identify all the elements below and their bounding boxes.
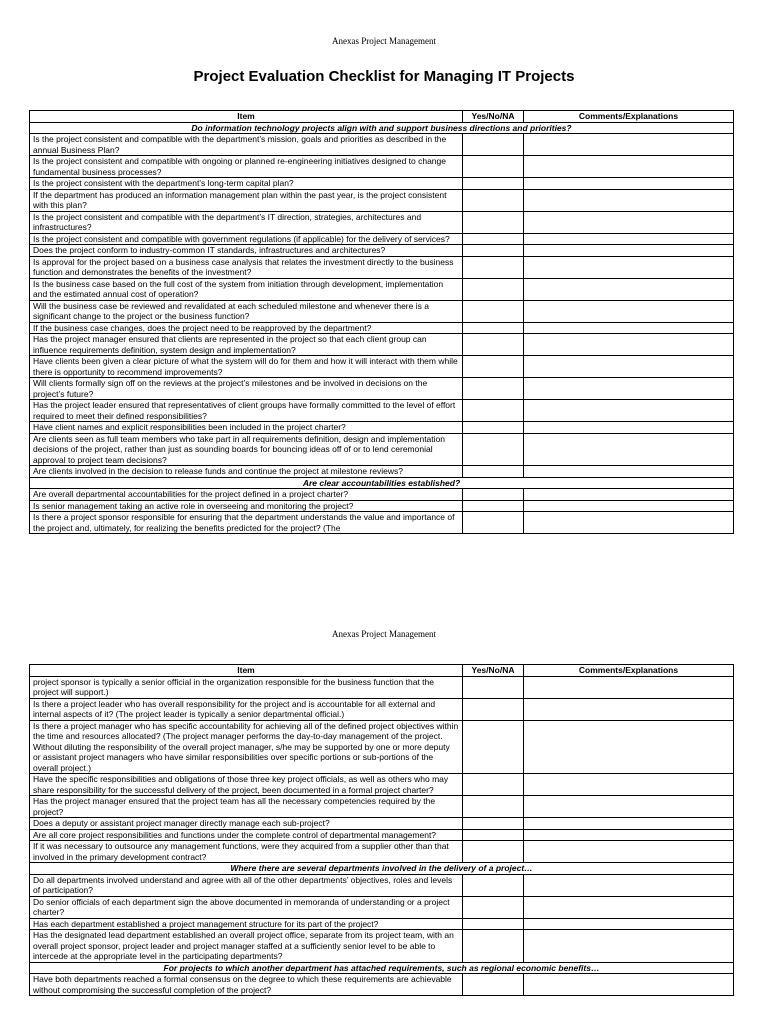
yes-no-na-cell[interactable] (463, 156, 524, 178)
running-header-page-2: Anexas Project Management (332, 629, 436, 639)
table-row (30, 512, 734, 534)
checklist-question: Has the project leader ensured that representatives of client groups have formally committed to the level of effort required to meet their defined responsibilities? (30, 400, 463, 422)
yes-no-na-cell[interactable] (463, 322, 524, 334)
table-row (30, 300, 734, 322)
table-row (30, 774, 734, 796)
checklist-question: Are clients seen as full team members who take part in all requirements definition, design and implementation decisions of the project, rather than just as sounding boards for bouncing ideas off of or to lend ceremonial approval to project team decisions? (30, 433, 463, 466)
comments-cell[interactable] (524, 278, 734, 300)
checklist-question: Do all departments involved understand and agree with all of the other departments’ objectives, roles and levels of participation? (30, 874, 463, 896)
comments-cell[interactable] (524, 874, 734, 896)
table-row (30, 466, 734, 478)
table-row (30, 918, 734, 930)
comments-cell[interactable] (524, 233, 734, 245)
section-heading: Are clear accountabilities established? (30, 477, 734, 489)
checklist-question: Has the designated lead department established an overall project office, separate from its project team, with an overall project sponsor, project leader and project manager staffed at a sufficiently senior level to be able to intercede at the appropriate level in the participating departments? (30, 930, 463, 963)
table-row (30, 334, 734, 356)
yes-no-na-cell[interactable] (463, 245, 524, 257)
table-row (30, 178, 734, 190)
yes-no-na-cell[interactable] (463, 796, 524, 818)
table-row (30, 489, 734, 501)
table-row (30, 211, 734, 233)
checklist-question: Have client names and explicit responsibilities been included in the project charter? (30, 422, 463, 434)
comments-cell[interactable] (524, 676, 734, 698)
comments-cell[interactable] (524, 256, 734, 278)
yes-no-na-cell[interactable] (463, 189, 524, 211)
checklist-question: project sponsor is typically a senior official in the organization responsible for the business function that the project will support.) (30, 676, 463, 698)
table-row (30, 829, 734, 841)
comments-cell[interactable] (524, 334, 734, 356)
table-row (30, 422, 734, 434)
comments-cell[interactable] (524, 829, 734, 841)
checklist-question: If the business case changes, does the project need to be reapproved by the department? (30, 322, 463, 334)
table-row (30, 156, 734, 178)
checklist-question: Have the specific responsibilities and obligations of those three key project officials, as well as others who may share responsibility for the successful delivery of the project, been documented in a formal project charter? (30, 774, 463, 796)
table-row (30, 134, 734, 156)
yes-no-na-cell[interactable] (463, 512, 524, 534)
yes-no-na-cell[interactable] (463, 489, 524, 501)
column-header-comments: Comments/Explanations (524, 111, 734, 123)
comments-cell[interactable] (524, 211, 734, 233)
section-heading: Do information technology projects align with and support business directions and priorities? (30, 122, 734, 134)
checklist-question: Does the project conform to industry-common IT standards, infrastructures and architectures? (30, 245, 463, 257)
comments-cell[interactable] (524, 918, 734, 930)
yes-no-na-cell[interactable] (463, 720, 524, 774)
comments-cell[interactable] (524, 796, 734, 818)
checklist-question: Will clients formally sign off on the reviews at the project’s milestones and be involved in decisions on the project’s future? (30, 378, 463, 400)
yes-no-na-cell[interactable] (463, 841, 524, 863)
comments-cell[interactable] (524, 422, 734, 434)
table-row (30, 896, 734, 918)
table-row (30, 930, 734, 963)
comments-cell[interactable] (524, 433, 734, 466)
table-row (30, 378, 734, 400)
checklist-table-page-2 (29, 664, 734, 996)
table-row (30, 433, 734, 466)
table-row (30, 256, 734, 278)
comments-cell[interactable] (524, 300, 734, 322)
yes-no-na-cell[interactable] (463, 422, 524, 434)
checklist-question: Are clients involved in the decision to release funds and continue the project at milestone reviews? (30, 466, 463, 478)
yes-no-na-cell[interactable] (463, 400, 524, 422)
column-header-yes-no-na: Yes/No/NA (463, 111, 524, 123)
comments-cell[interactable] (524, 489, 734, 501)
yes-no-na-cell[interactable] (463, 466, 524, 478)
table-row (30, 189, 734, 211)
comments-cell[interactable] (524, 512, 734, 534)
column-header-yes-no-na: Yes/No/NA (463, 665, 524, 677)
yes-no-na-cell[interactable] (463, 356, 524, 378)
yes-no-na-cell[interactable] (463, 818, 524, 830)
yes-no-na-cell[interactable] (463, 774, 524, 796)
yes-no-na-cell[interactable] (463, 676, 524, 698)
comments-cell[interactable] (524, 698, 734, 720)
table-row (30, 974, 734, 996)
yes-no-na-cell[interactable] (463, 918, 524, 930)
comments-cell[interactable] (524, 466, 734, 478)
table-row (30, 356, 734, 378)
section-heading: Where there are several departments involved in the delivery of a project… (30, 863, 734, 875)
table-header-row (30, 111, 734, 123)
checklist-question: Have both departments reached a formal consensus on the degree to which these requirements are achievable without compromising the successful completion of the project? (30, 974, 463, 996)
yes-no-na-cell[interactable] (463, 178, 524, 190)
yes-no-na-cell[interactable] (463, 974, 524, 996)
table-row (30, 698, 734, 720)
column-header-item: Item (30, 665, 463, 677)
comments-cell[interactable] (524, 720, 734, 774)
checklist-question: Will the business case be reviewed and revalidated at each scheduled milestone and whenever there is a significant change to the project or the business function? (30, 300, 463, 322)
checklist-table-page-1 (29, 110, 734, 534)
column-header-comments: Comments/Explanations (524, 665, 734, 677)
yes-no-na-cell[interactable] (463, 930, 524, 963)
comments-cell[interactable] (524, 400, 734, 422)
table-row (30, 245, 734, 257)
checklist-question: Is there a project leader who has overall responsibility for the project and is accountable for all external and internal aspects of it? (The project leader is typically a senior departmental official.) (30, 698, 463, 720)
yes-no-na-cell[interactable] (463, 874, 524, 896)
table-row (30, 818, 734, 830)
comments-cell[interactable] (524, 818, 734, 830)
table-row (30, 233, 734, 245)
comments-cell[interactable] (524, 974, 734, 996)
yes-no-na-cell[interactable] (463, 233, 524, 245)
comments-cell[interactable] (524, 841, 734, 863)
yes-no-na-cell[interactable] (463, 433, 524, 466)
comments-cell[interactable] (524, 500, 734, 512)
yes-no-na-cell[interactable] (463, 829, 524, 841)
comments-cell[interactable] (524, 896, 734, 918)
section-heading: For projects to which another department has attached requirements, such as regional economic benefits… (30, 962, 734, 974)
checklist-question: Is the project consistent and compatible with ongoing or planned re-engineering initiatives designed to change fundamental business processes? (30, 156, 463, 178)
checklist-question: Is approval for the project based on a business case analysis that relates the investment directly to the business function and demonstrates the benefits of the investment? (30, 256, 463, 278)
table-header-row (30, 665, 734, 677)
checklist-question: Do senior officials of each department sign the above documented in memoranda of understanding or a project charter? (30, 896, 463, 918)
table-row (30, 500, 734, 512)
checklist-question: If it was necessary to outsource any management functions, were they acquired from a supplier other than that involved in the primary development contract? (30, 841, 463, 863)
checklist-question: Is the project consistent and compatible with the department’s IT direction, strategies, architectures and infrastructures? (30, 211, 463, 233)
yes-no-na-cell[interactable] (463, 278, 524, 300)
table-row (30, 278, 734, 300)
checklist-question: Has the project manager ensured that clients are represented in the project so that each client group can influence requirements definition, system design and implementation? (30, 334, 463, 356)
yes-no-na-cell[interactable] (463, 300, 524, 322)
table-row (30, 322, 734, 334)
comments-cell[interactable] (524, 156, 734, 178)
yes-no-na-cell[interactable] (463, 378, 524, 400)
comments-cell[interactable] (524, 378, 734, 400)
table-row (30, 874, 734, 896)
yes-no-na-cell[interactable] (463, 256, 524, 278)
yes-no-na-cell[interactable] (463, 334, 524, 356)
section-header-row (30, 962, 734, 974)
table-row (30, 400, 734, 422)
checklist-question: Is there a project manager who has specific accountability for achieving all of the defined project objectives within the time and resources allocated? (The project manager performs the day-to-day management of the project. Without diluting the responsibility of the overall project manager, s/he may be supported by one or more deputy or assistant project managers who have similar responsibilities over specific portions or sub-portions of the overall project.) (30, 720, 463, 774)
table-row (30, 796, 734, 818)
checklist-question: If the department has produced an information management plan within the past year, is the project consistent with this plan? (30, 189, 463, 211)
checklist-question: Is the project consistent with the department’s long-term capital plan? (30, 178, 463, 190)
table-row (30, 720, 734, 774)
column-header-item: Item (30, 111, 463, 123)
checklist-question: Have clients been given a clear picture of what the system will do for them and how it will interact with them while there is opportunity to recommend improvements? (30, 356, 463, 378)
checklist-question: Are overall departmental accountabilities for the project defined in a project charter? (30, 489, 463, 501)
yes-no-na-cell[interactable] (463, 896, 524, 918)
section-header-row (30, 122, 734, 134)
comments-cell[interactable] (524, 356, 734, 378)
yes-no-na-cell[interactable] (463, 211, 524, 233)
document-title: Project Evaluation Checklist for Managing IT Projects (193, 68, 575, 85)
yes-no-na-cell[interactable] (463, 500, 524, 512)
checklist-question: Does a deputy or assistant project manager directly manage each sub-project? (30, 818, 463, 830)
table-row (30, 841, 734, 863)
checklist-question: Is the business case based on the full cost of the system from initiation through development, implementation and the estimated annual cost of operation? (30, 278, 463, 300)
comments-cell[interactable] (524, 774, 734, 796)
checklist-question: Is the project consistent and compatible with the department’s mission, goals and priorities as described in the annual Business Plan? (30, 134, 463, 156)
comments-cell[interactable] (524, 189, 734, 211)
comments-cell[interactable] (524, 322, 734, 334)
section-header-row (30, 477, 734, 489)
comments-cell[interactable] (524, 245, 734, 257)
running-header-page-1: Anexas Project Management (332, 36, 436, 46)
checklist-question: Is senior management taking an active role in overseeing and monitoring the project? (30, 500, 463, 512)
checklist-question: Has each department established a project management structure for its part of the project? (30, 918, 463, 930)
checklist-question: Are all core project responsibilities and functions under the complete control of departmental management? (30, 829, 463, 841)
comments-cell[interactable] (524, 930, 734, 963)
comments-cell[interactable] (524, 178, 734, 190)
checklist-question: Is there a project sponsor responsible for ensuring that the department understands the value and importance of the project and, ultimately, for realizing the benefits predicted for the project? (The (30, 512, 463, 534)
checklist-question: Is the project consistent and compatible with government regulations (if applicable) for the delivery of services? (30, 233, 463, 245)
checklist-question: Has the project manager ensured that the project team has all the necessary competencies required by the project? (30, 796, 463, 818)
table-row (30, 676, 734, 698)
yes-no-na-cell[interactable] (463, 134, 524, 156)
yes-no-na-cell[interactable] (463, 698, 524, 720)
comments-cell[interactable] (524, 134, 734, 156)
section-header-row (30, 863, 734, 875)
